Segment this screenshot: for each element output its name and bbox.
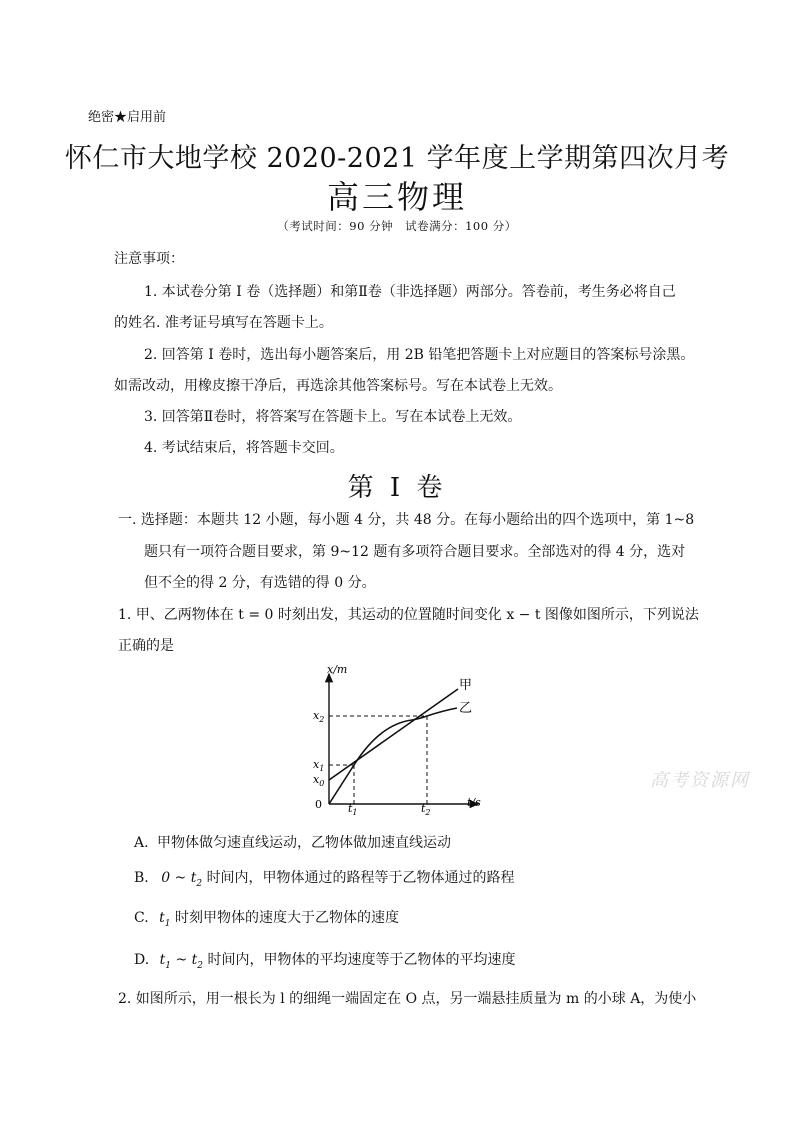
exam-title: 怀仁市大地学校 2020-2021 学年度上学期第四次月考 [64, 143, 730, 174]
notes-heading: 注意事项： [114, 251, 184, 267]
option-b[interactable] [134, 867, 515, 889]
tick-t1: $t_1$ [348, 802, 358, 817]
option-d-math: $t_1$ ~ $t_2$ [159, 952, 204, 971]
part1-line: 题只有一项符合题目要求，第 9~12 题有多项符合题目要求。全部选对的得 4 分，选对 [144, 544, 686, 560]
exam-info: （考试时间：90 分钟 试卷满分：100 分） [277, 219, 517, 233]
option-d[interactable] [134, 949, 515, 971]
note-line: 1. 本试卷分第 I 卷（选择题）和第Ⅱ卷（非选择题）两部分。答卷前，考生务必将自己 [144, 284, 676, 300]
tick-x2: $x_2$ [313, 709, 325, 724]
xt-graph [300, 660, 500, 820]
option-c-math: $t_1$ [159, 910, 171, 929]
y-axis-label: x/m [327, 663, 348, 676]
tick-t2: $t_2$ [421, 802, 431, 817]
note-line: 3. 回答第Ⅱ卷时，将答案写在答题卡上。写在本试卷上无效。 [144, 409, 522, 425]
part1-line: 一. 选择题：本题共 12 小题，每小题 4 分，共 48 分。在每小题给出的四个选项中，第 1~8 [118, 512, 695, 528]
question-1-stem: 1. 甲、乙两物体在 t = 0 时刻出发，其运动的位置随时间变化 x − t 图像如图所示，下列说法 [118, 607, 699, 623]
note-line: 4. 考试结束后，将答题卡交回。 [144, 440, 344, 456]
watermark: 高考资源网 [650, 770, 750, 791]
option-c[interactable] [134, 907, 399, 929]
tick-x0: $x_0$ [313, 773, 325, 788]
x-axis-label: t/s [467, 796, 481, 809]
note-line: 的姓名. 准考证号填写在答题卡上。 [114, 315, 333, 331]
option-b-label: B. [134, 870, 149, 886]
line-jia [329, 689, 458, 780]
legend-jia: 甲 [459, 678, 473, 693]
option-d-label: D. [134, 952, 150, 968]
part1-line: 但不全的得 2 分，有选错的得 0 分。 [144, 575, 376, 591]
option-a-text: 甲物体做匀速直线运动，乙物体做加速直线运动 [157, 835, 452, 851]
option-b-math: 0 ~ $t_2$ [161, 870, 203, 889]
note-line: 2. 回答第 I 卷时，选出每小题答案后，用 2B 铅笔把答题卡上对应题目的答案标号涂黑。 [144, 347, 695, 363]
exam-subject: 高三物理 [326, 178, 467, 216]
option-c-text: 时刻甲物体的速度大于乙物体的速度 [174, 910, 399, 926]
note-line: 如需改动，用橡皮擦干净后，再选涂其他答案标号。写在本试卷上无效。 [114, 378, 562, 394]
option-d-text: 时间内，甲物体的平均速度等于乙物体的平均速度 [207, 952, 516, 968]
question-1-stem-cont: 正确的是 [118, 638, 174, 654]
tick-x1: $x_1$ [313, 758, 325, 773]
option-b-text: 时间内，甲物体通过的路程等于乙物体通过的路程 [206, 870, 515, 886]
option-a[interactable] [134, 832, 451, 852]
origin-label: 0 [315, 798, 322, 811]
option-a-label: A. [134, 835, 149, 851]
legend-yi: 乙 [459, 701, 473, 716]
section-title: 第 I 卷 [347, 473, 447, 503]
question-2-stem: 2. 如图所示，用一根长为 l 的细绳一端固定在 O 点，另一端悬挂质量为 m 的小球 A，为使小 [118, 991, 697, 1007]
curve-yi [329, 708, 457, 804]
option-c-label: C. [134, 910, 149, 926]
secret-label: 绝密★启用前 [88, 110, 167, 125]
